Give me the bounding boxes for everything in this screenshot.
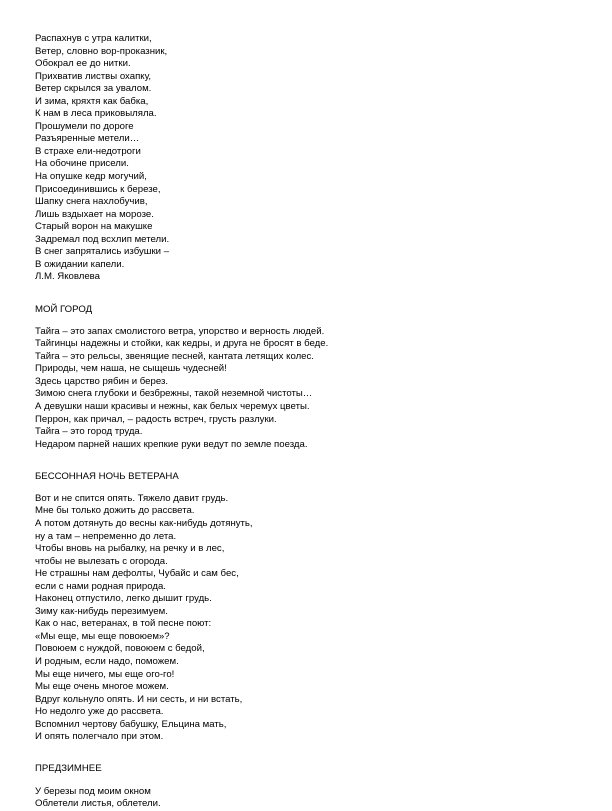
poem-author: Л.М. Яковлева (35, 271, 100, 283)
poem-line: Зимою снега глубоки и безбрежны, такой неземной чистоты… (35, 388, 313, 400)
poem-line: Чтобы вновь на рыбалку, на речку и в лес, (35, 543, 225, 555)
poem-line: И опять полегчало при этом. (35, 731, 164, 743)
section-spacer (35, 451, 595, 461)
poem-line: Недаром парней наших крепкие руки ведут по земле поезда. (35, 438, 308, 450)
poem-3 (35, 471, 595, 744)
poem-line: Распахнув с утра калитки, (35, 33, 152, 44)
poem-line: Повоюем с нуждой, повоюем с бедой, (35, 643, 205, 655)
poem-line: В снег запрятались избушки – (35, 246, 170, 258)
poem-line: Вдруг кольнуло опять. И ни сесть, и ни встать, (35, 693, 243, 705)
poem-line: Тайгинцы надежны и стойки, как кедры, и друга не бросят в беде. (35, 338, 329, 350)
poem-line: Перрон, как причал, – радость встреч, грусть разлуки. (35, 413, 277, 425)
poem-line: Как о нас, ветеранах, в той песне поют: (35, 618, 212, 630)
poem-line: На обочине присели. (35, 158, 129, 170)
poem-line: Задремал под всхлип метели. (35, 233, 170, 245)
poem-line: Облетели листья, облетели. (35, 798, 161, 810)
poem-4 (35, 763, 595, 810)
poem-line: ну а там – непременно до лета. (35, 530, 177, 542)
poem-2 (35, 304, 595, 452)
poem-line: Обокрал ее до нитки. (35, 58, 131, 70)
poem-line: Зиму как-нибудь перезимуем. (35, 605, 168, 617)
poem-1 (35, 33, 595, 284)
poem-line: Мы еще ничего, мы еще ого-го! (35, 668, 175, 680)
poem-line: если с нами родная природа. (35, 580, 166, 592)
poem-line: Здесь царство рябин и берез. (35, 375, 169, 387)
poem-line: «Мы еще, мы еще повоюем»? (35, 630, 170, 642)
poem-line: Тайга – это запах смолистого ветра, упорство и верность людей. (35, 325, 325, 337)
poem-line: К нам в леса приковыляла. (35, 108, 157, 120)
section-spacer (35, 284, 595, 294)
poem-line: Наконец отпустило, легко дышит грудь. (35, 593, 212, 605)
poem-line: А девушки наши красивы и нежны, как белых черемух цветы. (35, 400, 310, 412)
poem-line: В страхе ели-недотроги (35, 145, 141, 157)
poem-line: А потом дотянуть до весны как-нибудь дотянуть, (35, 517, 253, 529)
poem-line: У березы под моим окном (35, 785, 151, 797)
poem-line: Вспомнил чертову бабушку, Ельцина мать, (35, 718, 227, 730)
poem-line: Природы, чем наша, не сыщешь чудесней! (35, 363, 227, 375)
poem-line: Тайга – это город труда. (35, 426, 143, 438)
poem-title: БЕССОННАЯ НОЧЬ ВЕТЕРАНА (35, 470, 179, 482)
poem-line: И родным, если надо, поможем. (35, 655, 179, 667)
poem-line: Прихватив листвы охапку, (35, 70, 152, 82)
poem-line: На опушке кедр могучий, (35, 171, 147, 183)
poem-line: В ожидании капели. (35, 258, 125, 270)
poem-line: Присоединившись к березе, (35, 183, 161, 195)
poem-line: Шапку снега нахлобучив, (35, 196, 148, 208)
poem-line: Лишь вздыхает на морозе. (35, 208, 154, 220)
poem-title: ПРЕДЗИМНЕЕ (35, 763, 102, 775)
poem-line: чтобы не вылезать с огорода. (35, 555, 168, 567)
poem-line: Прошумели по дороге (35, 120, 134, 132)
poem-line: Но недолго уже до рассвета. (35, 706, 164, 718)
poem-line: Ветер скрылся за увалом. (35, 83, 152, 95)
poem-line: Вот и не спится опять. Тяжело давит грудь. (35, 492, 229, 504)
poem-line: Тайга – это рельсы, звенящие песней, кантата летящих колес. (35, 350, 314, 362)
poem-title: МОЙ ГОРОД (35, 303, 93, 315)
poem-line: Не страшны нам дефолты, Чубайс и сам бес, (35, 568, 239, 580)
section-spacer (35, 744, 595, 754)
document-page (35, 33, 595, 811)
poem-line: Старый ворон на макушке (35, 221, 153, 233)
poem-line: Разъяренные метели… (35, 133, 140, 145)
poem-line: Мне бы только дожить до рассвета. (35, 505, 195, 517)
poem-line: И зима, кряхтя как бабка, (35, 95, 149, 107)
poem-line: Ветер, словно вор-проказник, (35, 45, 168, 57)
poem-line: Мы еще очень многое можем. (35, 681, 169, 693)
